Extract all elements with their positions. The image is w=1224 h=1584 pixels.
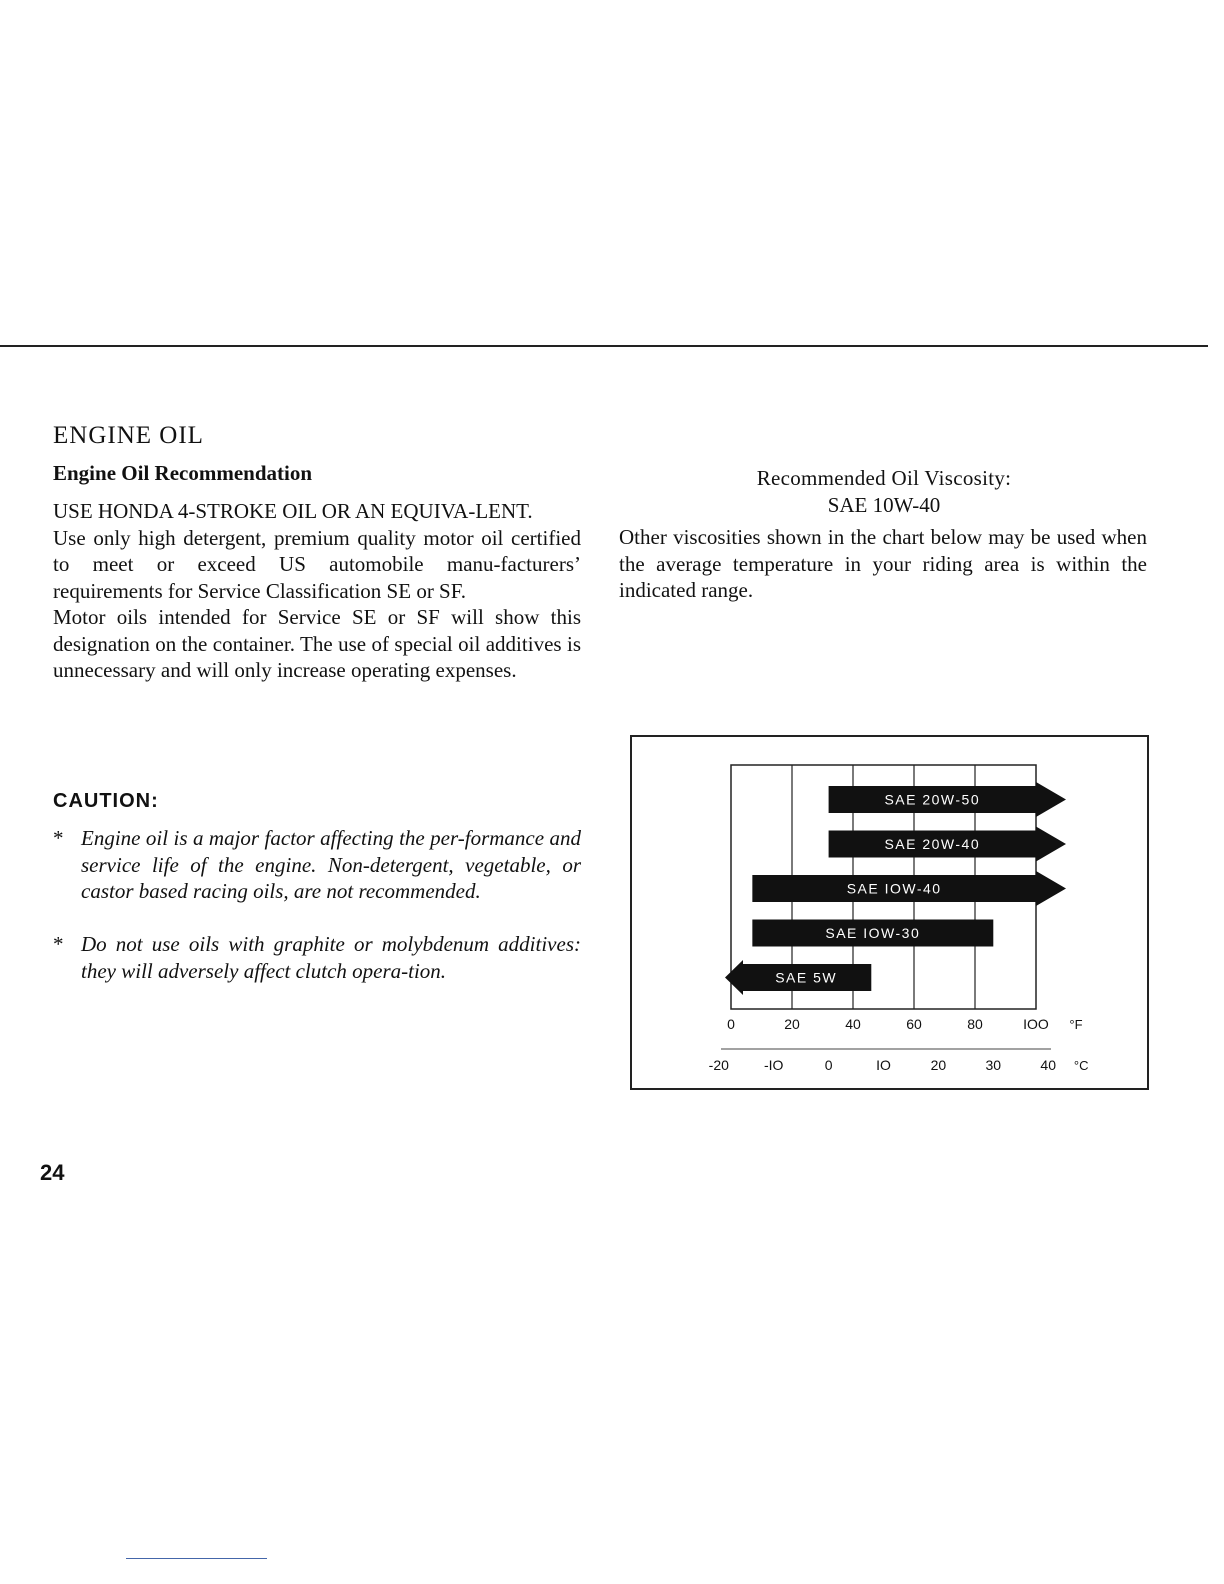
caution-heading: CAUTION: xyxy=(53,790,159,812)
footer-line xyxy=(126,1558,267,1559)
left-column xyxy=(53,498,581,684)
celsius-tick-label: -20 xyxy=(708,1057,729,1073)
service-paragraph: Motor oils intended for Service SE or SF will show this designation on the container. The use of special oil additives is unnecessary and will only increase operating expenses. xyxy=(53,605,581,682)
page-number: 24 xyxy=(40,1160,65,1185)
viscosity-chart xyxy=(630,735,1149,1090)
fahrenheit-tick-label: 80 xyxy=(967,1016,983,1032)
section-title: ENGINE OIL xyxy=(53,422,204,449)
recommended-viscosity-label: Recommended Oil Viscosity: xyxy=(756,466,1012,490)
celsius-tick-label: 40 xyxy=(1040,1057,1056,1073)
bar-label: SAE IOW-40 xyxy=(846,880,942,897)
honda-oil-paragraph: USE HONDA 4-STROKE OIL OR AN EQUIVA-LENT. xyxy=(53,499,533,523)
caution-text: Engine oil is a major factor affecting the per-formance and service life of the engine. Non-detergent, vegetable, or castor based racing oils, are not recommended. xyxy=(81,826,581,903)
celsius-tick-label: 0 xyxy=(824,1057,833,1073)
fahrenheit-tick-label: 40 xyxy=(845,1016,861,1032)
celsius-tick-label: IO xyxy=(876,1057,891,1073)
caution-item xyxy=(53,825,581,905)
header-rule xyxy=(0,345,1208,347)
celsius-unit: °C xyxy=(1073,1058,1089,1073)
viscosity-chart-svg xyxy=(632,737,1147,1088)
celsius-tick-label: 30 xyxy=(985,1057,1002,1073)
fahrenheit-tick-label: 20 xyxy=(784,1016,800,1032)
fahrenheit-unit: °F xyxy=(1069,1017,1083,1032)
fahrenheit-tick-label: 60 xyxy=(906,1016,922,1032)
bar-label: SAE IOW-30 xyxy=(825,925,921,941)
recommended-viscosity-value: SAE 10W-40 xyxy=(827,493,941,517)
fahrenheit-tick-label: 0 xyxy=(727,1016,735,1032)
celsius-tick-label: -IO xyxy=(763,1057,784,1073)
right-column xyxy=(619,524,1147,604)
bullet-asterisk: * xyxy=(53,826,64,850)
caution-text: Do not use oils with graphite or molybdenum additives: they will adversely affect clutch opera-tion. xyxy=(81,932,581,983)
bar-label: SAE 5W xyxy=(775,969,838,986)
fahrenheit-tick-label: IOO xyxy=(1023,1016,1049,1032)
viscosity-note: Other viscosities shown in the chart below may be used when the average temperature in your riding area is within the indicated range. xyxy=(619,525,1147,602)
celsius-tick-label: 20 xyxy=(930,1057,947,1073)
bullet-asterisk: * xyxy=(53,932,64,956)
bar-label: SAE 20W-40 xyxy=(884,836,981,852)
subheading: Engine Oil Recommendation xyxy=(53,461,313,485)
caution-item xyxy=(53,931,581,984)
bar-label: SAE 20W-50 xyxy=(884,791,981,808)
detergent-paragraph: Use only high detergent, premium quality motor oil certified to meet or exceed US automobile manu-facturers’ requirements for Service Classification SE or SF. xyxy=(53,525,581,603)
